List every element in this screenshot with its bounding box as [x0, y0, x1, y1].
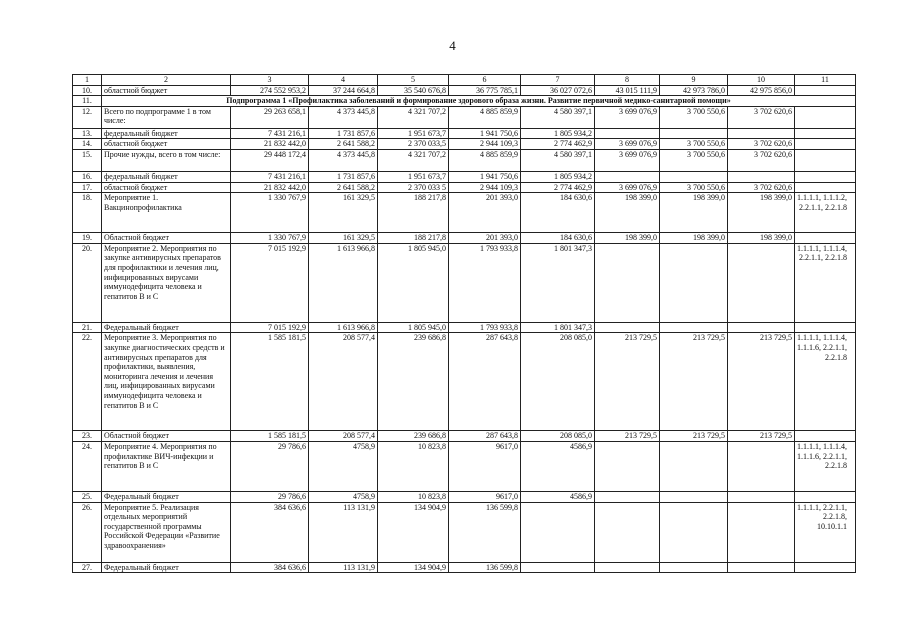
- code-cell: [795, 322, 856, 333]
- value-cell: 3 700 550,6: [660, 139, 728, 150]
- value-cell: 1 613 966,8: [309, 243, 378, 322]
- value-cell: [521, 562, 595, 573]
- value-cell: 1 330 767,9: [231, 233, 309, 244]
- value-cell: 113 131,9: [309, 562, 378, 573]
- value-cell: 4 373 445,8: [309, 106, 378, 128]
- value-cell: 21 832 442,0: [231, 139, 309, 150]
- value-cell: 1 613 966,8: [309, 322, 378, 333]
- value-cell: 274 552 953,2: [231, 85, 309, 96]
- value-cell: 201 393,0: [449, 233, 521, 244]
- value-cell: 287 643,8: [449, 431, 521, 442]
- row-number: 22.: [73, 333, 102, 431]
- value-cell: [728, 243, 795, 322]
- value-cell: 198 399,0: [660, 233, 728, 244]
- value-cell: 10 823,8: [378, 491, 449, 502]
- value-cell: 7 015 192,9: [231, 243, 309, 322]
- row-name: Федеральный бюджет: [102, 491, 231, 502]
- value-cell: 1 793 933,8: [449, 243, 521, 322]
- header-cell: 4: [309, 75, 378, 86]
- value-cell: 136 599,8: [449, 502, 521, 562]
- value-cell: 198 399,0: [728, 233, 795, 244]
- value-cell: 3 699 076,9: [595, 149, 660, 171]
- code-cell: [795, 171, 856, 182]
- value-cell: [660, 502, 728, 562]
- value-cell: 2 370 033,5: [378, 139, 449, 150]
- value-cell: [728, 441, 795, 491]
- value-cell: 4 885 859,9: [449, 149, 521, 171]
- table-row: [73, 96, 856, 107]
- value-cell: 1 805 945,0: [378, 322, 449, 333]
- code-cell: 1.1.1.1, 1.1.1.2, 2.2.1.1, 2.2.1.8: [795, 193, 856, 233]
- value-cell: 198 399,0: [595, 233, 660, 244]
- value-cell: 287 643,8: [449, 333, 521, 431]
- row-number: 12.: [73, 106, 102, 128]
- value-cell: 4 373 445,8: [309, 149, 378, 171]
- value-cell: 2 944 109,3: [449, 182, 521, 193]
- code-cell: [795, 562, 856, 573]
- value-cell: 3 699 076,9: [595, 139, 660, 150]
- row-number: 18.: [73, 193, 102, 233]
- header-cell: 5: [378, 75, 449, 86]
- header-cell: 3: [231, 75, 309, 86]
- row-name: областной бюджет: [102, 139, 231, 150]
- value-cell: [660, 491, 728, 502]
- value-cell: 208 577,4: [309, 333, 378, 431]
- value-cell: [728, 562, 795, 573]
- value-cell: 239 686,8: [378, 333, 449, 431]
- value-cell: 213 729,5: [660, 333, 728, 431]
- value-cell: 9617,0: [449, 441, 521, 491]
- value-cell: 213 729,5: [728, 333, 795, 431]
- row-number: 20.: [73, 243, 102, 322]
- value-cell: 21 832 442,0: [231, 182, 309, 193]
- value-cell: 43 015 111,9: [595, 85, 660, 96]
- row-number: 10.: [73, 85, 102, 96]
- row-name: Мероприятие 1. Вакцинопрофилактика: [102, 193, 231, 233]
- code-cell: [795, 128, 856, 139]
- row-number: 24.: [73, 441, 102, 491]
- value-cell: [595, 441, 660, 491]
- code-cell: 1.1.1.1, 1.1.1.4, 1.1.1.6, 2.2.1.1, 2.2.1.8: [795, 441, 856, 491]
- value-cell: 3 702 620,6: [728, 182, 795, 193]
- row-number: 27.: [73, 562, 102, 573]
- row-number: 13.: [73, 128, 102, 139]
- row-number: 11.: [73, 96, 102, 107]
- value-cell: 384 636,6: [231, 502, 309, 562]
- value-cell: 1 585 181,5: [231, 431, 309, 442]
- value-cell: 1 941 750,6: [449, 171, 521, 182]
- table-row: [73, 193, 856, 233]
- code-cell: 1.1.1.1, 1.1.1.4, 2.2.1.1, 2.2.1.8: [795, 243, 856, 322]
- value-cell: 3 700 550,6: [660, 149, 728, 171]
- value-cell: 4586,9: [521, 491, 595, 502]
- table-header-row: [73, 75, 856, 86]
- code-cell: [795, 149, 856, 171]
- value-cell: 7 431 216,1: [231, 171, 309, 182]
- value-cell: 384 636,6: [231, 562, 309, 573]
- value-cell: 4758,9: [309, 491, 378, 502]
- row-name: Мероприятие 2. Мероприятия по закупке антивирусных препаратов для профилактики и лечения лиц, инфицированных вирусами иммунодефицита человека и гепатитов В и С: [102, 243, 231, 322]
- value-cell: [660, 243, 728, 322]
- code-cell: [795, 85, 856, 96]
- table-row: [73, 128, 856, 139]
- budget-table: [72, 74, 856, 573]
- value-cell: [660, 441, 728, 491]
- value-cell: 2 641 588,2: [309, 139, 378, 150]
- value-cell: 4 321 707,2: [378, 106, 449, 128]
- value-cell: 1 941 750,6: [449, 128, 521, 139]
- value-cell: [660, 171, 728, 182]
- value-cell: 3 702 620,6: [728, 139, 795, 150]
- header-cell: 1: [73, 75, 102, 86]
- table-row: [73, 562, 856, 573]
- value-cell: 1 731 857,6: [309, 171, 378, 182]
- value-cell: 1 585 181,5: [231, 333, 309, 431]
- value-cell: 113 131,9: [309, 502, 378, 562]
- value-cell: 3 699 076,9: [595, 106, 660, 128]
- value-cell: 29 786,6: [231, 441, 309, 491]
- value-cell: 184 630,6: [521, 233, 595, 244]
- value-cell: [595, 562, 660, 573]
- row-name: областной бюджет: [102, 85, 231, 96]
- value-cell: 7 015 192,9: [231, 322, 309, 333]
- value-cell: 42 973 786,0: [660, 85, 728, 96]
- code-cell: [795, 431, 856, 442]
- value-cell: 198 399,0: [660, 193, 728, 233]
- value-cell: 201 393,0: [449, 193, 521, 233]
- value-cell: 213 729,5: [660, 431, 728, 442]
- value-cell: 9617,0: [449, 491, 521, 502]
- header-cell: 8: [595, 75, 660, 86]
- page-number: 4: [449, 38, 456, 53]
- header-cell: 11: [795, 75, 856, 86]
- value-cell: 3 699 076,9: [595, 182, 660, 193]
- value-cell: 1 805 945,0: [378, 243, 449, 322]
- row-name: федеральный бюджет: [102, 171, 231, 182]
- header-cell: 6: [449, 75, 521, 86]
- value-cell: 208 085,0: [521, 333, 595, 431]
- value-cell: 161 329,5: [309, 193, 378, 233]
- table-row: [73, 171, 856, 182]
- table-row: [73, 85, 856, 96]
- value-cell: [728, 128, 795, 139]
- value-cell: [595, 322, 660, 333]
- value-cell: 208 085,0: [521, 431, 595, 442]
- value-cell: 198 399,0: [595, 193, 660, 233]
- row-number: 17.: [73, 182, 102, 193]
- value-cell: 1 793 933,8: [449, 322, 521, 333]
- value-cell: [660, 562, 728, 573]
- header-cell: 2: [102, 75, 231, 86]
- table-row: [73, 491, 856, 502]
- value-cell: 4 321 707,2: [378, 149, 449, 171]
- value-cell: [728, 171, 795, 182]
- row-name: Областной бюджет: [102, 233, 231, 244]
- value-cell: 1 951 673,7: [378, 128, 449, 139]
- row-name: Прочие нужды, всего в том числе:: [102, 149, 231, 171]
- value-cell: 3 700 550,6: [660, 182, 728, 193]
- value-cell: 1 731 857,6: [309, 128, 378, 139]
- value-cell: 213 729,5: [595, 333, 660, 431]
- row-number: 16.: [73, 171, 102, 182]
- value-cell: 35 540 676,8: [378, 85, 449, 96]
- row-name: Федеральный бюджет: [102, 562, 231, 573]
- row-name: Всего по подпрограмме 1 в том числе:: [102, 106, 231, 128]
- value-cell: 36 027 072,6: [521, 85, 595, 96]
- value-cell: [595, 243, 660, 322]
- value-cell: 1 805 934,2: [521, 128, 595, 139]
- value-cell: 2 944 109,3: [449, 139, 521, 150]
- value-cell: 1 951 673,7: [378, 171, 449, 182]
- row-number: 23.: [73, 431, 102, 442]
- value-cell: 184 630,6: [521, 193, 595, 233]
- table-row: [73, 502, 856, 562]
- value-cell: 7 431 216,1: [231, 128, 309, 139]
- value-cell: [660, 128, 728, 139]
- code-cell: [795, 139, 856, 150]
- value-cell: 134 904,9: [378, 562, 449, 573]
- value-cell: 4758,9: [309, 441, 378, 491]
- row-name: федеральный бюджет: [102, 128, 231, 139]
- value-cell: 2 774 462,9: [521, 182, 595, 193]
- value-cell: [595, 491, 660, 502]
- row-number: 25.: [73, 491, 102, 502]
- value-cell: 188 217,8: [378, 193, 449, 233]
- row-number: 19.: [73, 233, 102, 244]
- row-name: Мероприятие 4. Мероприятия по профилактике ВИЧ-инфекции и гепатитов В и С: [102, 441, 231, 491]
- table-row: [73, 106, 856, 128]
- code-cell: [795, 491, 856, 502]
- value-cell: 213 729,5: [728, 431, 795, 442]
- row-name: Мероприятие 3. Мероприятия по закупке диагностических средств и антивирусных препаратов для профилактики, выявления, мониторинга лечения и лечения лиц, инфицированных вирусами иммунодефицита человека и гепатитов В и С: [102, 333, 231, 431]
- header-cell: 9: [660, 75, 728, 86]
- value-cell: 42 975 856,0: [728, 85, 795, 96]
- value-cell: 1 801 347,3: [521, 243, 595, 322]
- value-cell: 1 801 347,3: [521, 322, 595, 333]
- value-cell: 161 329,5: [309, 233, 378, 244]
- row-name: областной бюджет: [102, 182, 231, 193]
- value-cell: 29 263 658,1: [231, 106, 309, 128]
- value-cell: 1 330 767,9: [231, 193, 309, 233]
- value-cell: 4586,9: [521, 441, 595, 491]
- value-cell: 37 244 664,8: [309, 85, 378, 96]
- table-row: [73, 431, 856, 442]
- table-row: [73, 233, 856, 244]
- value-cell: 188 217,8: [378, 233, 449, 244]
- value-cell: [728, 322, 795, 333]
- subprogram-title: Подпрограмма 1 «Профилактика заболеваний и формирование здорового образа жизни. Развитие первичной медико-санитарной помощи»: [102, 96, 856, 107]
- value-cell: 1 805 934,2: [521, 171, 595, 182]
- row-number: 14.: [73, 139, 102, 150]
- row-number: 15.: [73, 149, 102, 171]
- table-row: [73, 139, 856, 150]
- value-cell: 4 885 859,9: [449, 106, 521, 128]
- value-cell: 10 823,8: [378, 441, 449, 491]
- value-cell: 213 729,5: [595, 431, 660, 442]
- table-row: [73, 333, 856, 431]
- value-cell: [595, 171, 660, 182]
- value-cell: [728, 491, 795, 502]
- value-cell: 3 702 620,6: [728, 106, 795, 128]
- value-cell: 4 580 397,1: [521, 149, 595, 171]
- code-cell: [795, 182, 856, 193]
- value-cell: 3 702 620,6: [728, 149, 795, 171]
- table-row: [73, 243, 856, 322]
- value-cell: 198 399,0: [728, 193, 795, 233]
- code-cell: 1.1.1.1, 1.1.1.4, 1.1.1.6, 2.2.1.1, 2.2.1.8: [795, 333, 856, 431]
- value-cell: [521, 502, 595, 562]
- value-cell: 29 448 172,4: [231, 149, 309, 171]
- code-cell: [795, 106, 856, 128]
- value-cell: 29 786,6: [231, 491, 309, 502]
- table-row: [73, 182, 856, 193]
- value-cell: [660, 322, 728, 333]
- table-row: [73, 322, 856, 333]
- value-cell: 2 774 462,9: [521, 139, 595, 150]
- value-cell: 136 599,8: [449, 562, 521, 573]
- value-cell: 2 370 033 5: [378, 182, 449, 193]
- table-row: [73, 149, 856, 171]
- header-cell: 10: [728, 75, 795, 86]
- row-name: Федеральный бюджет: [102, 322, 231, 333]
- table-row: [73, 441, 856, 491]
- header-cell: 7: [521, 75, 595, 86]
- value-cell: [595, 502, 660, 562]
- value-cell: 208 577,4: [309, 431, 378, 442]
- row-number: 21.: [73, 322, 102, 333]
- value-cell: 2 641 588,2: [309, 182, 378, 193]
- value-cell: 3 700 550,6: [660, 106, 728, 128]
- value-cell: 36 775 785,1: [449, 85, 521, 96]
- row-name: Мероприятие 5. Реализация отдельных мероприятий государственной программы Российской Федерации «Развитие здравоохранения»: [102, 502, 231, 562]
- code-cell: [795, 233, 856, 244]
- code-cell: 1.1.1.1, 2.2.1.1, 2.2.1.8, 10.10.1.1: [795, 502, 856, 562]
- value-cell: 4 580 397,1: [521, 106, 595, 128]
- value-cell: 134 904,9: [378, 502, 449, 562]
- value-cell: [728, 502, 795, 562]
- row-name: Областной бюджет: [102, 431, 231, 442]
- value-cell: 239 686,8: [378, 431, 449, 442]
- row-number: 26.: [73, 502, 102, 562]
- value-cell: [595, 128, 660, 139]
